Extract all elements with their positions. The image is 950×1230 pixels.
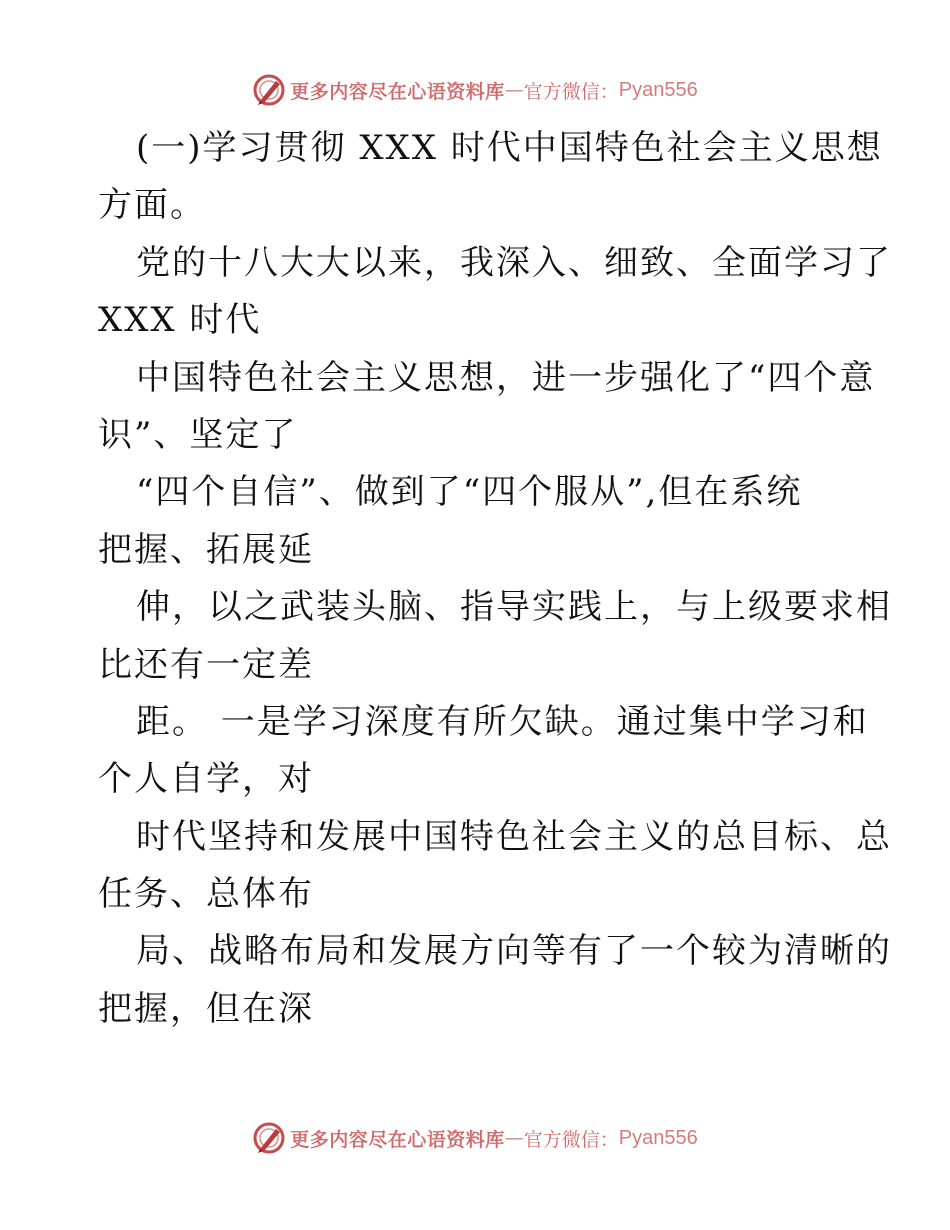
- text-line: 伸，以之武装头脑、指导实践上，与上级要求相: [136, 587, 892, 628]
- red-pen-logo-icon: [252, 73, 286, 107]
- text-line: 距。 一是学习深度有所欠缺。通过集中学习和: [136, 701, 869, 742]
- text-line: 把握、拓展延: [98, 529, 314, 570]
- text-line: 方面。: [98, 185, 206, 226]
- banner-separator: —: [504, 79, 524, 101]
- text-line: 党的十八大大以来，我深入、细致、全面学习了: [136, 242, 892, 283]
- text-line: 识”、坚定了: [98, 414, 298, 455]
- footer-banner: [0, 1118, 950, 1158]
- banner-main-text: 更多内容尽在心语资料库: [290, 80, 505, 103]
- text-line: (一)学习贯彻 XXX 时代中国特色社会主义思想: [136, 128, 883, 168]
- document-body: [98, 120, 892, 1038]
- text-line: 个人自学，对: [98, 759, 314, 800]
- banner-separator: —: [504, 1127, 524, 1149]
- banner-main-text: 更多内容尽在心语资料库: [290, 1128, 505, 1151]
- text-line: 中国特色社会主义思想，进一步强化了“四个意: [136, 357, 876, 398]
- red-pen-logo-icon: [252, 1121, 286, 1155]
- header-banner: [0, 70, 950, 110]
- text-line: 局、战略布局和发展方向等有了一个较为清晰的: [136, 931, 892, 972]
- banner-wechat-label: 官方微信：: [523, 1128, 619, 1151]
- banner-wechat-id: Pyan556: [618, 1126, 698, 1149]
- text-line: “四个自信”、做到了“四个服从”,但在系统: [136, 472, 803, 513]
- text-line: XXX 时代: [98, 300, 262, 341]
- text-line: 把握，但在深: [98, 988, 314, 1029]
- text-line: 时代坚持和发展中国特色社会主义的总目标、总: [136, 816, 892, 857]
- banner-wechat-id: Pyan556: [618, 78, 698, 101]
- text-line: 比还有一定差: [98, 644, 314, 685]
- text-line: 任务、总体布: [98, 874, 314, 915]
- banner-wechat-label: 官方微信：: [523, 80, 619, 103]
